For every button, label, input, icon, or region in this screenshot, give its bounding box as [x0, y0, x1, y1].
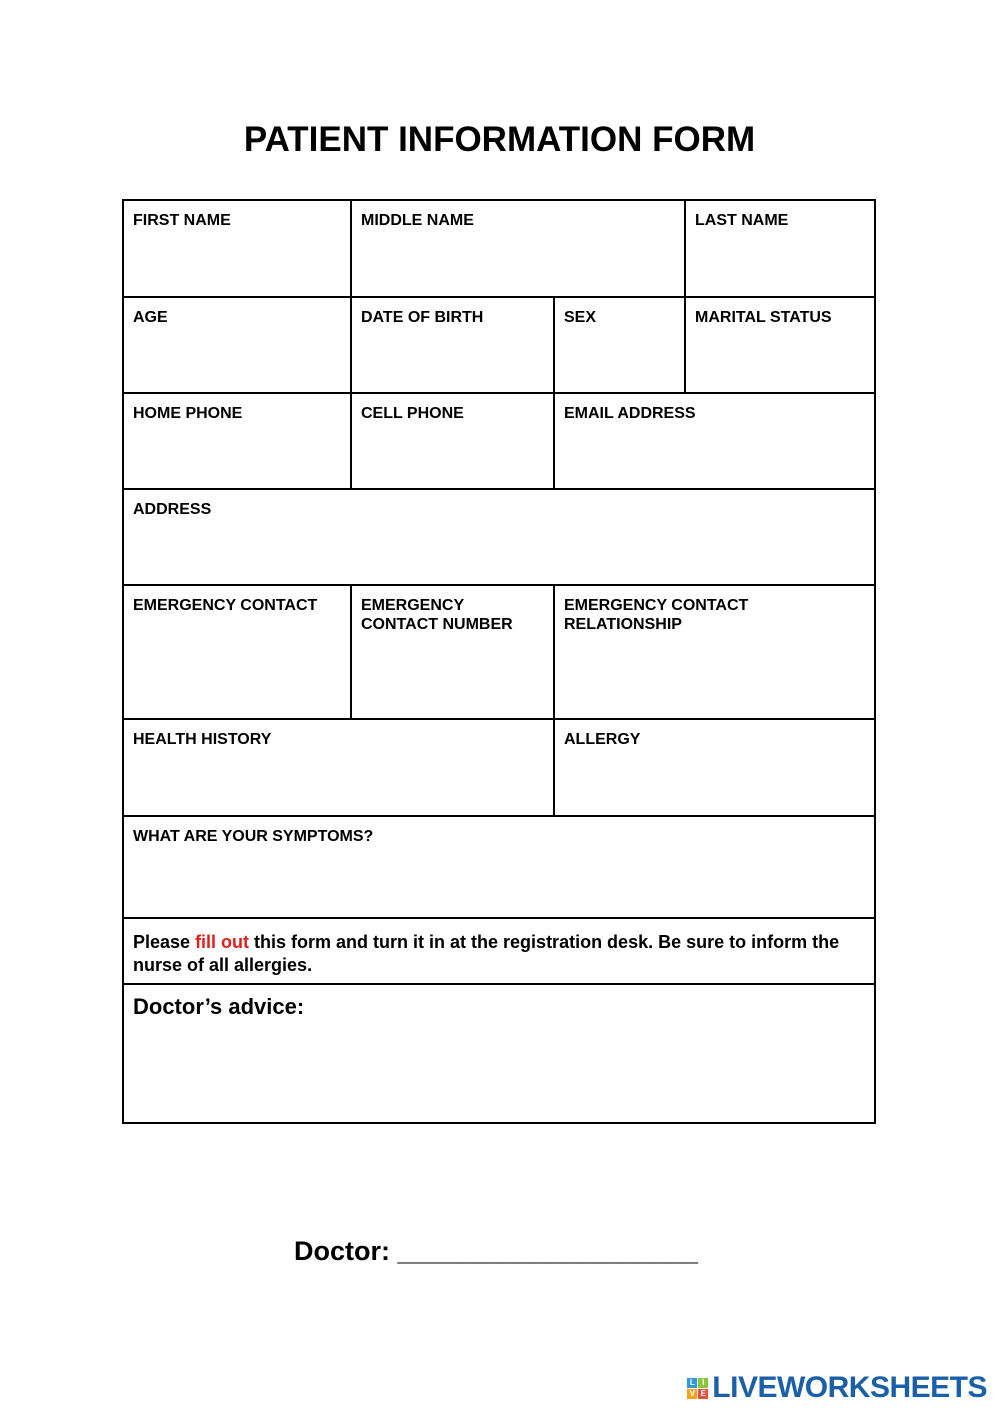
table-row	[123, 297, 875, 393]
liveworksheets-logo-icon	[687, 1378, 708, 1399]
address-label: ADDRESS	[133, 501, 212, 518]
liveworksheets-logo	[687, 1372, 987, 1404]
emergency-contact-relationship-label-line1: EMERGENCY CONTACT	[564, 597, 749, 614]
age-field[interactable]	[123, 297, 351, 393]
age-label: AGE	[133, 309, 168, 326]
sex-label: SEX	[564, 309, 597, 326]
last-name-label: LAST NAME	[695, 212, 789, 229]
middle-name-field[interactable]	[351, 200, 685, 297]
allergy-field[interactable]	[554, 719, 875, 816]
middle-name-label: MIDDLE NAME	[361, 212, 474, 229]
marital-status-field[interactable]	[685, 297, 875, 393]
table-row	[123, 816, 875, 918]
home-phone-field[interactable]	[123, 393, 351, 489]
table-row	[123, 918, 875, 984]
doctor-signature-label: Doctor:	[294, 1236, 390, 1266]
first-name-label: FIRST NAME	[133, 212, 231, 229]
patient-info-table	[122, 199, 876, 1124]
logo-letter-l: L	[687, 1378, 697, 1388]
logo-letter-v: V	[687, 1389, 697, 1399]
cell-phone-field[interactable]	[351, 393, 554, 489]
doctor-signature-line[interactable]: ____________________	[397, 1236, 698, 1266]
emergency-contact-field[interactable]	[123, 585, 351, 719]
doctor-advice-field[interactable]	[123, 984, 875, 1123]
allergy-label: ALLERGY	[564, 731, 641, 748]
health-history-field[interactable]	[123, 719, 554, 816]
date-of-birth-label: DATE OF BIRTH	[361, 309, 484, 326]
instructions-text-after: this form and turn it in at the registration desk. Be sure to inform the nurse of all allergies.	[133, 932, 840, 975]
address-field[interactable]	[123, 489, 875, 585]
health-history-label: HEALTH HISTORY	[133, 731, 272, 748]
emergency-contact-number-label-line2: CONTACT NUMBER	[361, 616, 513, 633]
date-of-birth-field[interactable]	[351, 297, 554, 393]
last-name-field[interactable]	[685, 200, 875, 297]
cell-phone-label: CELL PHONE	[361, 405, 464, 422]
page-title: PATIENT INFORMATION FORM	[243, 120, 756, 159]
table-row	[123, 200, 875, 297]
logo-letter-e: E	[698, 1389, 708, 1399]
marital-status-label: MARITAL STATUS	[695, 309, 832, 326]
doctor-advice-label: Doctor’s advice:	[133, 994, 305, 1019]
sex-field[interactable]	[554, 297, 685, 393]
instructions-highlight: fill out	[195, 932, 250, 952]
table-row	[123, 393, 875, 489]
instructions-text-before: Please	[133, 932, 196, 952]
doctor-signature	[294, 1236, 698, 1267]
home-phone-label: HOME PHONE	[133, 405, 243, 422]
emergency-contact-relationship-field[interactable]	[554, 585, 875, 719]
table-row	[123, 489, 875, 585]
liveworksheets-logo-text: LIVEWORKSHEETS	[712, 1371, 987, 1404]
email-address-field[interactable]	[554, 393, 875, 489]
symptoms-label: WHAT ARE YOUR SYMPTOMS?	[133, 828, 374, 845]
table-row	[123, 984, 875, 1123]
instructions-note	[123, 918, 875, 984]
emergency-contact-label: EMERGENCY CONTACT	[133, 597, 318, 614]
table-row	[123, 719, 875, 816]
emergency-contact-number-field[interactable]	[351, 585, 554, 719]
emergency-contact-number-label-line1: EMERGENCY	[361, 597, 465, 614]
first-name-field[interactable]	[123, 200, 351, 297]
table-row	[123, 585, 875, 719]
email-address-label: EMAIL ADDRESS	[564, 405, 696, 422]
emergency-contact-relationship-label-line2: RELATIONSHIP	[564, 616, 682, 633]
symptoms-field[interactable]	[123, 816, 875, 918]
logo-letter-i: I	[698, 1378, 708, 1388]
